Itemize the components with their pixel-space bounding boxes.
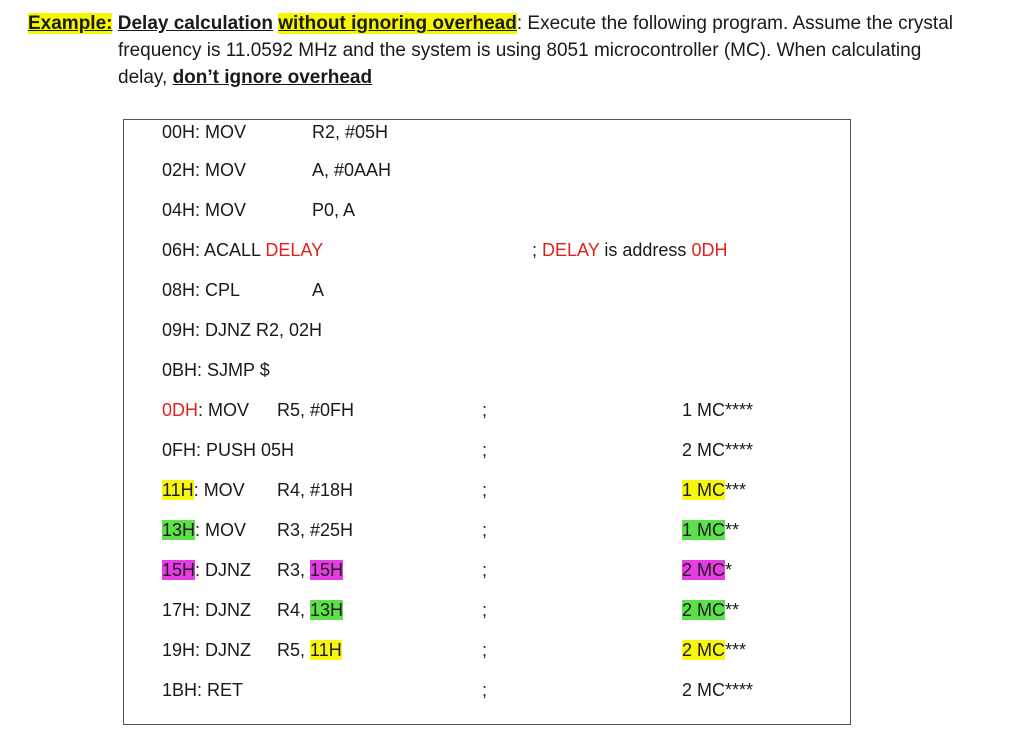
code-line	[124, 397, 850, 423]
mnemonic: : DJNZ	[195, 560, 252, 580]
mc-stars: ***	[725, 480, 747, 500]
code-line	[124, 119, 850, 145]
mc-highlight: 2 MC	[682, 560, 726, 580]
mnemonic: : MOV	[193, 480, 245, 500]
machine-cycles: 2 MC****	[682, 440, 754, 460]
code-address	[162, 237, 323, 263]
comment-semicolon: ;	[482, 560, 488, 580]
comment-semicolon: ;	[482, 480, 488, 500]
code-line	[124, 277, 850, 303]
operand-register: R5,	[277, 640, 311, 660]
comment-address: 0DH	[691, 240, 728, 260]
jump-target-highlight: 13H	[310, 600, 344, 620]
code-address: 19H: DJNZ	[162, 640, 252, 660]
code-line	[124, 157, 850, 183]
mc-stars: ***	[725, 640, 747, 660]
comment-semicolon: ;	[482, 600, 488, 620]
comment-delay: DELAY	[542, 240, 600, 260]
mnemonic: : MOV	[198, 400, 250, 420]
delay-label: DELAY	[265, 240, 324, 260]
code-line	[124, 197, 850, 223]
comment-semicolon: ;	[532, 240, 543, 260]
mnemonic: : MOV	[195, 520, 247, 540]
example-label: Example:	[28, 13, 113, 34]
line3-start: delay,	[118, 67, 173, 88]
program-listing-box	[123, 119, 851, 725]
code-line	[124, 557, 850, 583]
mc-highlight: 2 MC	[682, 640, 726, 660]
jump-target-highlight: 11H	[310, 640, 342, 660]
statement-line-2: frequency is 11.0592 MHz and the system is using 8051 microcontroller (MC). When calculating	[118, 40, 922, 61]
code-operand	[277, 597, 343, 623]
comment-semicolon: ;	[482, 680, 488, 700]
statement-line-1	[28, 10, 998, 37]
dont-ignore-overhead: don’t ignore overhead	[172, 67, 373, 88]
code-line	[124, 637, 850, 663]
line1-rest: : Execute the following program. Assume the crystal	[516, 13, 953, 34]
code-address: 1BH: RET	[162, 680, 244, 700]
code-operand: P0, A	[312, 200, 356, 220]
machine-cycles	[682, 557, 732, 583]
code-address: 02H: MOV	[162, 160, 247, 180]
address-highlight: 13H	[162, 520, 196, 540]
code-address: 0FH: PUSH 05H	[162, 440, 295, 460]
jump-target-highlight: 15H	[310, 560, 344, 580]
code-line	[124, 517, 850, 543]
code-line	[124, 237, 850, 263]
code-operand: A, #0AAH	[312, 160, 392, 180]
code-address: 04H: MOV	[162, 200, 247, 220]
mc-stars: *	[725, 560, 733, 580]
comment-semicolon: ;	[482, 520, 488, 540]
code-address	[162, 517, 246, 543]
code-line	[124, 597, 850, 623]
code-line	[124, 437, 850, 463]
mc-highlight: 1 MC	[682, 520, 726, 540]
machine-cycles: 1 MC****	[682, 400, 754, 420]
code-operand: A	[312, 280, 325, 300]
code-operand: R4, #18H	[277, 480, 354, 500]
address-highlight: 11H	[162, 480, 194, 500]
code-operand	[277, 557, 343, 583]
title-part: Delay calculation	[117, 13, 273, 34]
comment-semicolon: ;	[482, 440, 488, 460]
machine-cycles	[682, 517, 739, 543]
mc-stars: **	[725, 600, 740, 620]
code-line	[124, 317, 850, 343]
machine-cycles	[682, 637, 746, 663]
code-line	[124, 677, 850, 703]
acall-text: 06H: ACALL	[162, 240, 266, 260]
code-address: 00H: MOV	[162, 122, 247, 142]
machine-cycles	[682, 597, 739, 623]
operand-register: R4,	[277, 600, 311, 620]
comment-text: is address	[599, 240, 692, 260]
machine-cycles	[682, 477, 746, 503]
operand-register: R3,	[277, 560, 311, 580]
code-address	[162, 477, 245, 503]
code-operand: R3, #25H	[277, 520, 354, 540]
code-address	[162, 397, 249, 423]
code-line	[124, 477, 850, 503]
problem-statement	[28, 10, 998, 91]
code-operand	[277, 637, 342, 663]
statement-line-3	[28, 64, 998, 91]
comment-semicolon: ;	[482, 640, 488, 660]
code-operand: R2, #05H	[312, 122, 389, 142]
code-comment	[532, 237, 727, 263]
code-address: 0BH: SJMP $	[162, 360, 270, 380]
code-address: 08H: CPL	[162, 280, 241, 300]
mc-stars: **	[725, 520, 740, 540]
code-address	[162, 557, 251, 583]
code-operand: R5, #0FH	[277, 400, 355, 420]
address-highlight: 15H	[162, 560, 196, 580]
mc-highlight: 1 MC	[682, 480, 726, 500]
code-address: 17H: DJNZ	[162, 600, 252, 620]
code-address: 09H: DJNZ R2, 02H	[162, 320, 323, 340]
machine-cycles: 2 MC****	[682, 680, 754, 700]
comment-semicolon: ;	[482, 400, 488, 420]
code-line	[124, 357, 850, 383]
delay-address: 0DH	[162, 400, 199, 420]
mc-highlight: 2 MC	[682, 600, 726, 620]
title-highlight: without ignoring overhead	[278, 13, 517, 34]
